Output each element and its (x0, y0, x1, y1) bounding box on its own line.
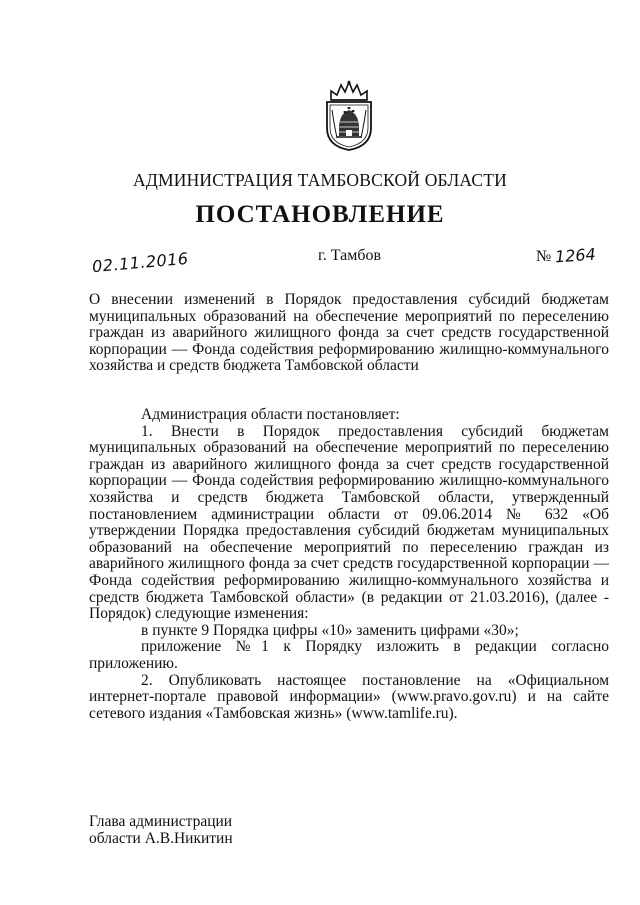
resolution-item-2: 2. Опубликовать настоящее постановление на «Официальном интернет-портале правовой информации» (www.pravo.gov.ru) и на сайте сетевого издания «Тамбовская жизнь» (www.tamlife.ru). (89, 671, 609, 722)
document-type-title: ПОСТАНОВЛЕНИЕ (195, 201, 445, 228)
document-number-value: 1264 (554, 244, 597, 267)
resolution-intro: Администрация области постановляет: (141, 406, 400, 423)
coat-of-arms-icon (323, 80, 375, 152)
change-point-1: в пункте 9 Порядка цифры «10» заменить цифрами «30»; (141, 621, 519, 639)
document-body (89, 407, 609, 722)
resolution-item-1: 1. Внести в Порядок предоставления субсидий бюджетам муниципальных образований на обеспечение мероприятий по переселению граждан из аварийного жилищного фонда за счет средств государственной корпорации — Фонда содействия реформированию жилищно-коммунального хозяйства и средств бюджета Тамбовской области, утвержденный постановлением администрации области от 09.06.2014 № 632 «Об утверждении Порядка предоставления субсидий бюджетам муниципальных образований на обеспечение мероприятий по переселению граждан из аварийного жилищного фонда за счет средств государственной корпорации — Фонда содействия реформированию жилищно-коммунального хозяйства и средств бюджета Тамбовской области» (в редакции от 21.03.2016), (далее - Порядок) следующие изменения: (89, 422, 609, 623)
document-city: г. Тамбов (318, 247, 382, 264)
document-number (536, 246, 596, 266)
organization-name: АДМИНИСТРАЦИЯ ТАМБОВСКОЙ ОБЛАСТИ (133, 170, 507, 190)
document-number-label: № (536, 248, 552, 265)
document-subject: О внесении изменений в Порядок предоставления субсидий бюджетам муниципальных образований на обеспечение мероприятий по переселению граждан из аварийного жилищного фонда за счет средств государственной корпорации — Фонда содействия реформированию жилищно-коммунального хозяйства и средств бюджета Тамбовской области (89, 291, 609, 374)
signatory-title: Глава администрации (89, 813, 233, 830)
signatory-name: области А.В.Никитин (89, 830, 233, 847)
document-date: 02.11.2016 (91, 248, 190, 277)
signature-block (89, 813, 233, 847)
change-point-2: приложение №1 к Порядку изложить в редакции согласно приложению. (89, 638, 609, 672)
